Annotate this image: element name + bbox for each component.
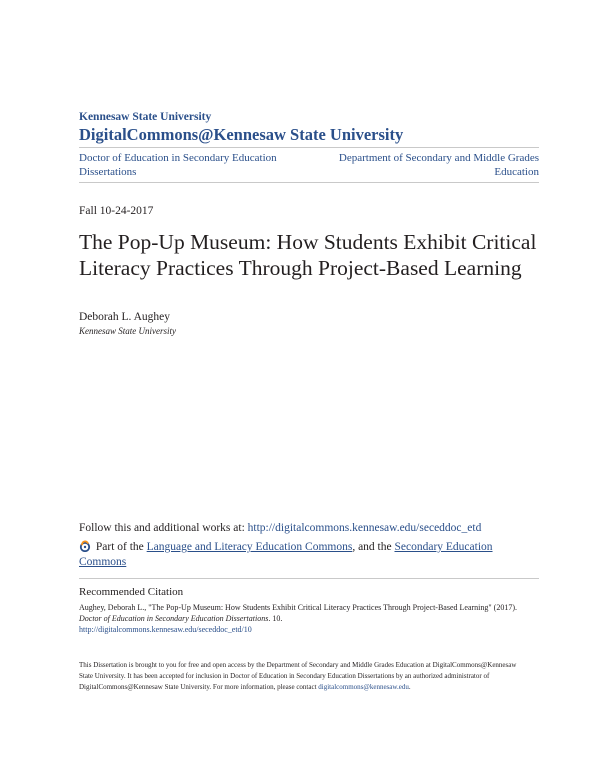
follow-line xyxy=(79,521,481,535)
part-of-line xyxy=(79,540,529,570)
author-name: Deborah L. Aughey xyxy=(79,311,171,323)
disclaimer-text xyxy=(79,660,529,693)
citation-text: Aughey, Deborah L., "The Pop-Up Museum: How Students Exhibit Critical Literacy Practices Through Project-Based Learning" (2017). xyxy=(79,603,517,612)
part-of-prefix: Part of the xyxy=(95,541,144,553)
language-literacy-commons-link[interactable]: Language and Literacy Education Commons xyxy=(146,541,353,553)
disclaimer-body: This Dissertation is brought to you for free and open access by the Department of Secondary and Middle Grades Education at DigitalCommons@Kennesaw State University. It has been accepted for inclusion in Doctor of Education in Secondary Education Dissertations by an authorized administrator of DigitalCommons@Kennesaw State University. For more information, please contact xyxy=(79,661,517,691)
document-title: The Pop-Up Museum: How Students Exhibit Critical Literacy Practices Through Project-Based Learning xyxy=(79,230,537,280)
citation-journal: Doctor of Education in Secondary Education Dissertations xyxy=(79,614,269,623)
divider xyxy=(79,182,539,183)
citation-block xyxy=(79,602,519,635)
part-of-middle: , and the xyxy=(352,541,392,553)
contact-email-link[interactable]: digitalcommons@kennesaw.edu xyxy=(318,683,409,691)
follow-url-link[interactable]: http://digitalcommons.kennesaw.edu/seceddoc_etd xyxy=(247,522,482,534)
publication-date: Fall 10-24-2017 xyxy=(79,205,154,217)
disclaimer-end: . xyxy=(408,683,411,691)
secondary-education-commons-link[interactable]: Secondary Education Commons xyxy=(79,541,493,568)
citation-url-link[interactable]: http://digitalcommons.kennesaw.edu/seceddoc_etd/10 xyxy=(79,625,252,634)
divider xyxy=(79,578,539,579)
recommended-citation-heading: Recommended Citation xyxy=(79,586,184,598)
university-name: Kennesaw State University xyxy=(79,111,212,123)
follow-prefix: Follow this and additional works at: xyxy=(79,522,245,534)
collection-link-left[interactable]: Doctor of Education in Secondary Education Dissertations xyxy=(79,152,277,178)
open-access-icon xyxy=(79,540,91,552)
citation-number: . 10. xyxy=(268,614,283,623)
author-affiliation: Kennesaw State University xyxy=(79,326,176,336)
repository-name[interactable]: DigitalCommons@Kennesaw State University xyxy=(79,125,404,144)
repository-header xyxy=(79,111,539,145)
divider xyxy=(79,147,539,148)
collection-link-right[interactable]: Department of Secondary and Middle Grades Education xyxy=(338,152,539,178)
